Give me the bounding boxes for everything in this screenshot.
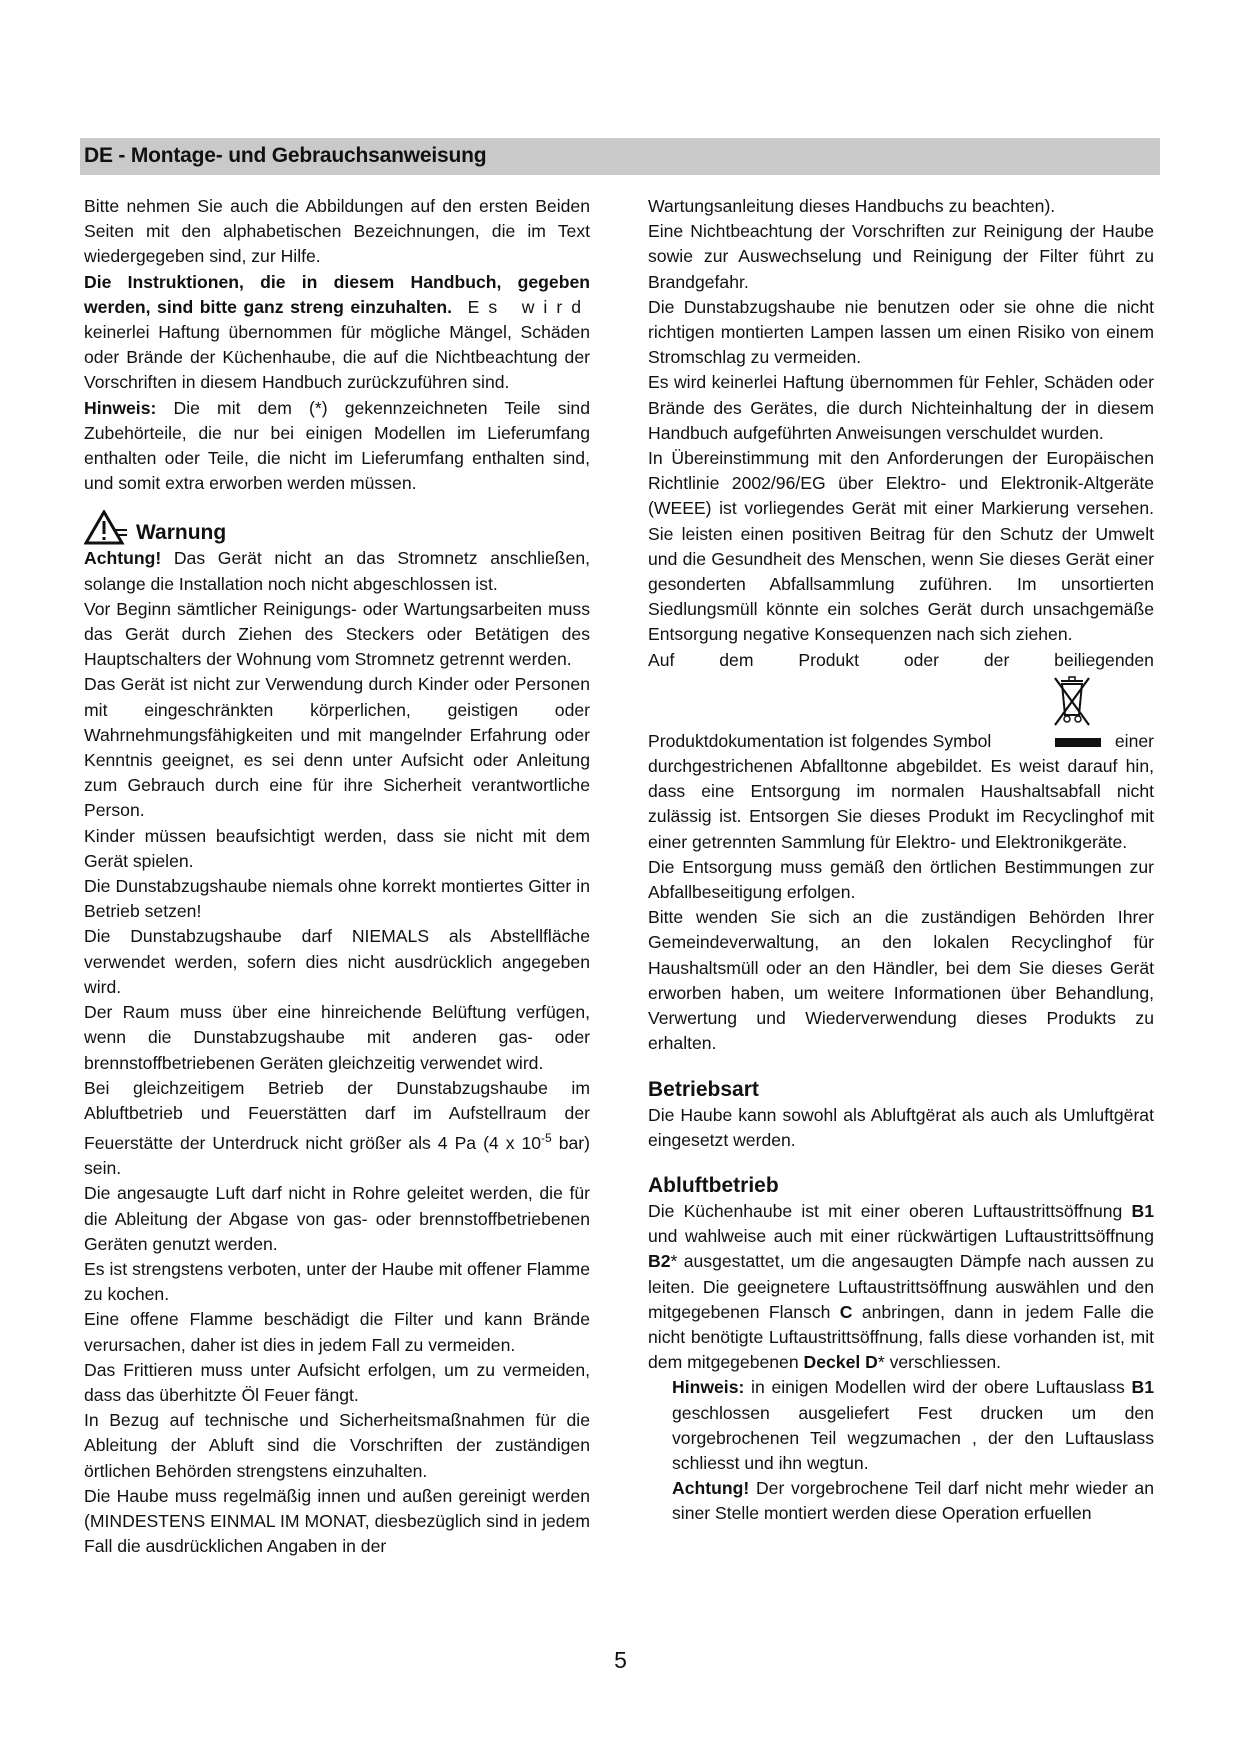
achtung2-paragraph: [648, 1476, 1154, 1526]
abluft-text-b: und wahlweise auch mit einer rückwärtigen Luftaustrittsöffnung: [648, 1226, 1154, 1247]
hinweis-paragraph: [84, 396, 590, 497]
weee-word: beiliegenden: [1054, 649, 1154, 670]
abluft-text-c: * ausgestattet, um die angesaugten Dämpfe nach aussen zu leiten. Die geeignetere Luftaustrittsöffnung auswählen und den mitgegebenen Flansch: [648, 1251, 1154, 1322]
warning-triangle-icon: [84, 510, 128, 546]
hinweis-text: Die mit dem (*) gekennzeichneten Teile sind Zubehörteile, die nur bei einigen Modellen im Lieferumfang enthalten oder Teile, die nicht im Lieferumfang enthalten sind, und somit extra erworben werden müssen.: [84, 397, 590, 494]
page-title: DE - Montage- und Gebrauchsanweisung: [84, 144, 487, 167]
abluft-text-e: * verschliessen.: [877, 1352, 1002, 1373]
betriebsart-paragraph: Die Haube kann sowohl als Abluftgërat als auch als Umluftgërat eingesetzt werden.: [648, 1104, 1154, 1150]
weee-line-2: [648, 729, 1154, 754]
right-paragraph-2: Eine Nichtbeachtung der Vorschriften zur Reinigung der Haube sowie zur Auswechselung und Reinigung der Filter führt zu Brandgefahr.: [648, 221, 1154, 292]
paragraph-7-a: Bei gleichzeitigem Betrieb der Dunstabzugshaube im Abluftbetrieb und Feuerstätten darf im Aufstellraum der Feuerstätte der Unterdruck nicht größer als 4 Pa (4 x 10: [84, 1077, 590, 1153]
paragraph-9: Es ist strengstens verboten, unter der Haube mit offener Flamme zu kochen.: [84, 1258, 590, 1305]
betriebsart-heading: Betriebsart: [648, 1077, 759, 1101]
right-column: [648, 194, 1154, 1527]
paragraph-4: Die Dunstabzugshaube niemals ohne korrekt montiertes Gitter in Betrieb setzen!: [84, 876, 590, 922]
hinweis2-text-b: geschlossen ausgeliefert Fest drucken um den vorgebrochenen Teil wegzumachen , der den Luftauslass schliesst und ihn wegtun.: [672, 1402, 1154, 1473]
weee-word: dem: [719, 649, 754, 670]
paragraph-12: In Bezug auf technische und Sicherheitsmaßnahmen für die Ableitung der Abluft sind die Vorschriften der zuständigen örtlichen Behörden strengstens einzuhalten.: [84, 1410, 590, 1481]
paragraph-7-b: bar) sein.: [84, 1132, 590, 1179]
abluftbetrieb-paragraph: [648, 1199, 1154, 1375]
abluft-c: C: [839, 1301, 853, 1322]
hinweis2-paragraph: [648, 1375, 1154, 1476]
abluft-text-a: Die Küchenhaube ist mit einer oberen Luftaustrittsöffnung: [648, 1200, 1132, 1221]
achtung-text: Das Gerät nicht an das Stromnetz anschließen, solange die Installation noch nicht abgeschlossen ist.: [84, 548, 590, 594]
abluftbetrieb-heading: Abluftbetrieb: [648, 1173, 779, 1197]
weee-line-2-a: Produktdokumentation ist folgendes Symbol: [648, 730, 992, 751]
paragraph-13: Die Haube muss regelmäßig innen und außen gereinigt werden (MINDESTENS EINMAL IM MONAT, diesbezüglich sind in jedem Fall die ausdrücklichen Angaben in der: [84, 1485, 590, 1557]
paragraph-6: Der Raum muss über eine hinreichende Belüftung verfügen, wenn die Dunstabzugshaube mit anderen gas- oder brennstoffbetriebenen Geräten gleichzeitig verwendet wird.: [84, 1002, 590, 1073]
paragraph-10: Eine offene Flamme beschädigt die Filter und kann Brände verursachen, daher ist dies in jedem Fall zu vermeiden.: [84, 1309, 590, 1355]
abluft-b2: B2: [648, 1251, 671, 1272]
achtung-paragraph: [84, 546, 590, 596]
weee-line-1: [648, 648, 1154, 673]
paragraph-7-sup: -5: [541, 1131, 552, 1146]
right-paragraph-5: In Übereinstimmung mit den Anforderungen der Europäischen Richtlinie 2002/96/EG über Elektro- und Elektronik-Altgeräte (WEEE) ist vorliegendes Gerät mit einer Markierung versehen. Sie leisten einen positiven Beitrag für den Schutz der Umwelt und die Gesundheit des Menschen, wenn Sie dieses Gerät einer gesonderten Abfallsammlung zuführen. Im unsortierten Siedlungsmüll könnte ein solches Gerät durch unsachgemäße Entsorgung negative Konsequenzen nach sich ziehen.: [648, 448, 1154, 645]
paragraph-2: Das Gerät ist nicht zur Verwendung durch Kinder oder Personen mit eingeschränkten körperlichen, geistigen oder Wahrnehmungsfähigkeiten und mit mangelnder Erfahrung oder Kenntnis geeignet, es sei denn unter Aufsicht oder Anleitung zum Gebrauch durch eine für ihre Sicherheit verantwortliche Person.: [84, 674, 590, 821]
warning-title: Warnung: [136, 521, 227, 545]
right-paragraph-6: durchgestrichenen Abfalltonne abgebildet. Es weist darauf hin, dass eine Entsorgung im normalen Haushaltsabfall nicht zulässig ist. Entsorgen Sie dieses Produkt im Recyclinghof mit einer getrennten Sammlung für Elektro- und Elektronikgeräte.: [648, 756, 1154, 852]
weee-bar-icon: [1055, 738, 1101, 747]
left-column: [84, 194, 590, 1559]
instructions-bold: Die Instruktionen, die in diesem Handbuch, gegeben werden, sind bitte ganz streng einzuhalten.: [84, 271, 590, 317]
hinweis2-text-a: in einigen Modellen wird der obere Luftauslass: [744, 1377, 1132, 1398]
achtung2-label: Achtung!: [672, 1478, 750, 1499]
instructions-rest: keinerlei Haftung übernommen für mögliche Mängel, Schäden oder Brände der Küchenhaube, die auf die Nichtbeachtung der Vorschriften in diesem Handbuch zurückzuführen sind.: [84, 322, 590, 393]
abluft-deckel-d: Deckel D: [803, 1352, 878, 1373]
instructions-paragraph: [84, 270, 590, 396]
hinweis2-label: Hinweis:: [672, 1377, 745, 1398]
weee-symbol-area: [648, 673, 1154, 729]
weee-word: oder: [903, 649, 940, 670]
achtung2-text: Der vorgebrochene Teil darf nicht mehr wieder an siner Stelle montiert werden diese Operation erfuellen: [672, 1478, 1154, 1524]
right-paragraph-1: Wartungsanleitung dieses Handbuchs zu beachten).: [648, 196, 1056, 216]
paragraph-7: [84, 1076, 590, 1182]
weee-word: Auf: [648, 649, 675, 670]
warning-heading: [84, 510, 590, 546]
weee-line-2-b: einer: [1114, 730, 1154, 751]
right-paragraph-4: Es wird keinerlei Haftung übernommen für Fehler, Schäden oder Brände des Gerätes, die durch Nichteinhaltung der in diesem Handbuch aufgeführten Anweisungen verschuldet wurden.: [648, 372, 1154, 443]
achtung-label: Achtung!: [84, 548, 162, 569]
weee-word: Produkt: [798, 649, 859, 670]
paragraph-1: Vor Beginn sämtlicher Reinigungs- oder Wartungsarbeiten muss das Gerät durch Ziehen des Steckers oder Betätigen des Hauptschalters der Wohnung vom Stromnetz getrennt werden.: [84, 598, 590, 670]
intro-paragraph: Bitte nehmen Sie auch die Abbildungen auf den ersten Beiden Seiten mit den alphabetischen Bezeichnungen, die im Text wiedergegeben sind, zur Hilfe.: [84, 196, 590, 267]
right-paragraph-3: Die Dunstabzugshaube nie benutzen oder sie ohne die nicht richtigen montierten Lampen lassen um einen Risiko von einem Stromschlag zu vermeiden.: [648, 296, 1154, 368]
right-paragraph-7: Die Entsorgung muss gemäß den örtlichen Bestimmungen zur Abfallbeseitigung erfolgen.: [648, 856, 1154, 903]
instructions-spaced: Es wird: [452, 296, 590, 317]
weee-word: der: [983, 649, 1010, 670]
right-paragraph-8: Bitte wenden Sie sich an die zuständigen Behörden Ihrer Gemeindeverwaltung, an den lokalen Recyclinghof für Haushaltsmüll oder an den Händler, bei dem Sie dieses Gerät erworben haben, um weitere Informationen über Behandlung, Verwertung und Wiederverwendung dieses Produkts zu erhalten.: [648, 907, 1154, 1054]
abluft-b1: B1: [1131, 1200, 1154, 1221]
paragraph-11: Das Frittieren muss unter Aufsicht erfolgen, um zu vermeiden, dass das überhitzte Öl Feuer fängt.: [84, 1359, 590, 1405]
paragraph-3: Kinder müssen beaufsichtigt werden, dass sie nicht mit dem Gerät spielen.: [84, 825, 590, 871]
hinweis2-b1: B1: [1131, 1377, 1154, 1398]
paragraph-8: Die angesaugte Luft darf nicht in Rohre geleitet werden, die für die Ableitung der Abgase von gas- oder brennstoffbetriebenen Geräten genutzt werden.: [84, 1183, 590, 1254]
page-number: 5: [614, 1647, 627, 1673]
paragraph-5: Die Dunstabzugshaube darf NIEMALS als Abstellfläche verwendet werden, sofern dies nicht ausdrücklich angegeben wird.: [84, 926, 590, 997]
weee-line-2-end: [1045, 729, 1154, 754]
crossed-out-bin-icon: [1052, 675, 1092, 729]
hinweis-label: Hinweis:: [84, 397, 157, 418]
abluft-text-d: anbringen, dann in jedem Falle die nicht benötigte Luftaustrittsöffnung, falls diese vorhanden ist, mit dem mitgegebenen: [648, 1301, 1154, 1373]
